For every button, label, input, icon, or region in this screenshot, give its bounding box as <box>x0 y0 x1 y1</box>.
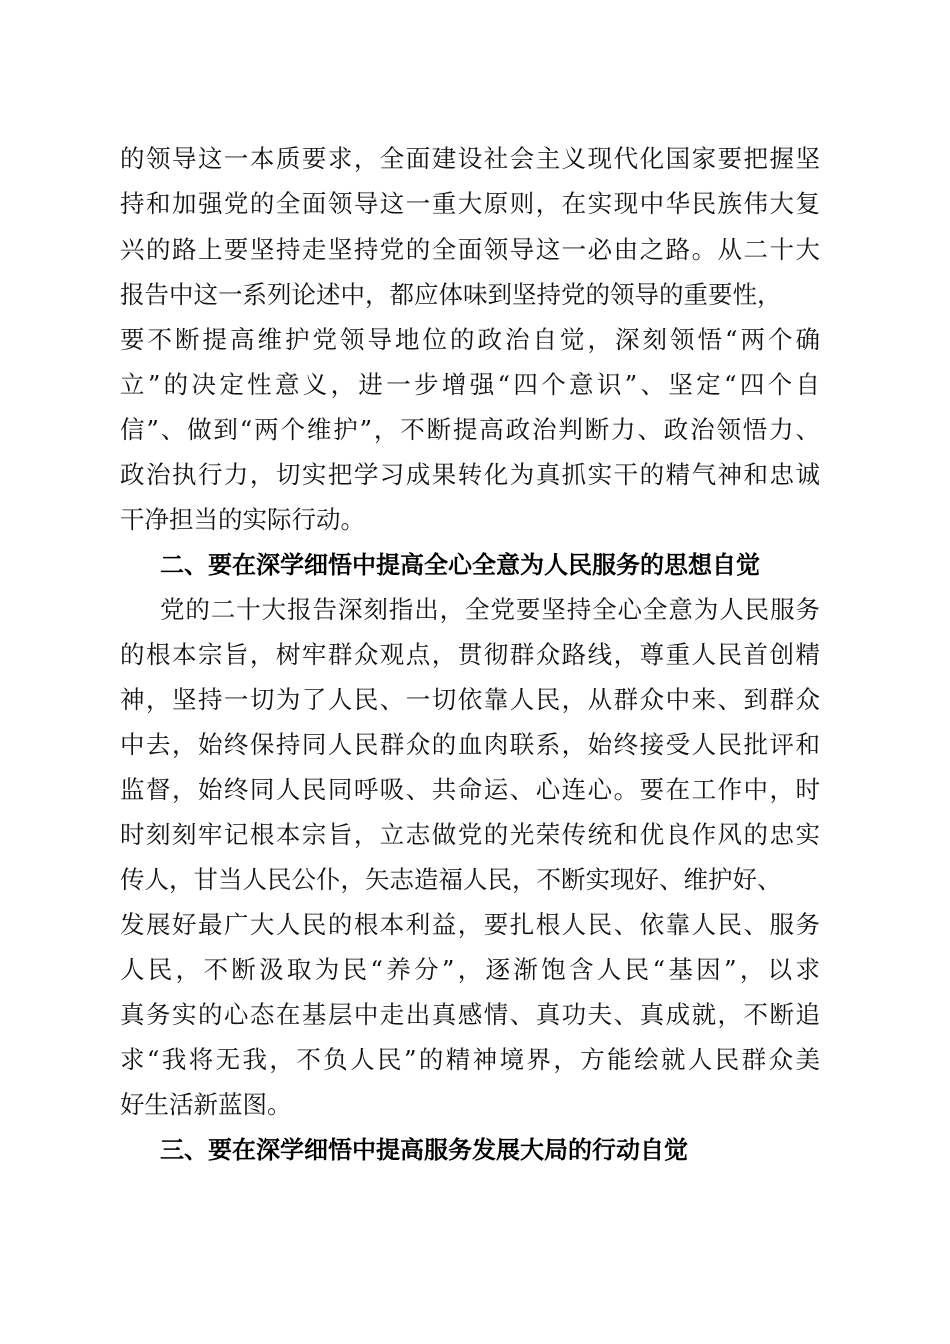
paragraph-line: 传人，甘当人民公仆，矢志造福人民，不断实现好、维护好、 <box>120 865 782 894</box>
paragraph-line: 立”的决定性意义，进一步增强“四个意识”、坚定“四个自 <box>120 370 820 399</box>
paragraph-line: 发展好最广大人民的根本利益，要扎根人民、依靠人民、服务 <box>120 910 820 939</box>
paragraph-line: 求“我将无我，不负人民”的精神境界，方能绘就人民群众美 <box>120 1045 820 1074</box>
paragraph-line: 持和加强党的全面领导这一重大原则，在实现中华民族伟大复 <box>120 189 820 218</box>
paragraph-line: 要不断提高维护党领导地位的政治自觉，深刻领悟“两个确 <box>120 325 820 354</box>
paragraph-line: 党的二十大报告深刻指出，全党要坚持全心全意为人民服务 <box>160 595 820 624</box>
section-heading-3: 三、要在深学细悟中提高服务发展大局的行动自觉 <box>160 1136 688 1164</box>
paragraph-line: 兴的路上要坚持走坚持党的全面领导这一必由之路。从二十大 <box>120 235 820 264</box>
paragraph-line: 政治执行力，切实把学习成果转化为真抓实干的精气神和忠诚 <box>120 460 820 489</box>
paragraph-line: 的领导这一本质要求，全面建设社会主义现代化国家要把握坚 <box>120 144 820 173</box>
paragraph-line: 信”、做到“两个维护”，不断提高政治判断力、政治领悟力、 <box>120 415 820 444</box>
paragraph-line: 时刻刻牢记根本宗旨，立志做党的光荣传统和优良作风的忠实 <box>120 820 820 849</box>
paragraph-line: 的根本宗旨，树牢群众观点，贯彻群众路线，尊重人民首创精 <box>120 640 820 669</box>
paragraph-line: 监督，始终同人民同呼吸、共命运、心连心。要在工作中，时 <box>120 775 820 804</box>
paragraph-line: 好生活新蓝图。 <box>120 1090 292 1119</box>
paragraph-line: 中去，始终保持同人民群众的血肉联系，始终接受人民批评和 <box>120 730 820 759</box>
paragraph-line: 真务实的心态在基层中走出真感情、真功夫、真成就，不断追 <box>120 1000 820 1029</box>
section-heading-2: 二、要在深学细悟中提高全心全意为人民服务的思想自觉 <box>160 551 760 579</box>
paragraph-line: 神，坚持一切为了人民、一切依靠人民，从群众中来、到群众 <box>120 685 820 714</box>
paragraph-line: 人民，不断汲取为民“养分”，逐渐饱含人民“基因”，以求 <box>120 955 820 984</box>
paragraph-line: 干净担当的实际行动。 <box>120 505 365 534</box>
paragraph-line: 报告中这一系列论述中，都应体味到坚持党的领导的重要性， <box>120 280 782 309</box>
